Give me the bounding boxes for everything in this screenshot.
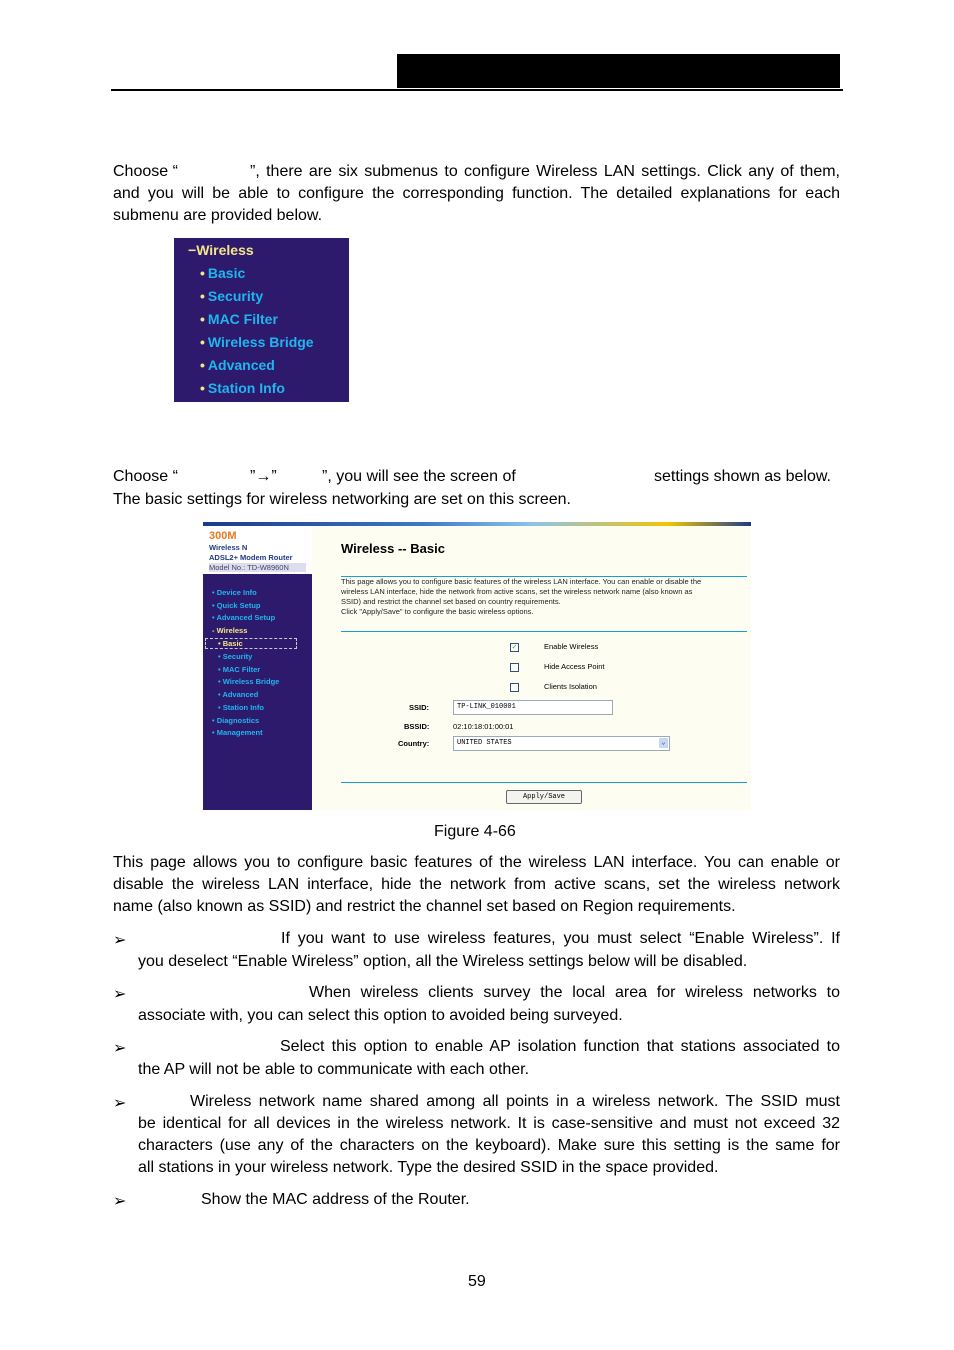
- chevron-down-icon: ⌄: [659, 738, 668, 748]
- paragraph-line: disable the wireless LAN interface, hide the network from active scans, set the wireless network: [113, 876, 840, 893]
- bullet-icon: ➢: [113, 932, 127, 949]
- paragraph-line: name (also known as SSID) and restrict the channel set based on Region requirements.: [113, 898, 736, 915]
- section-text: Choose “: [113, 468, 178, 485]
- header-bar: [397, 54, 840, 88]
- bullet-text: be identical for all devices in the wireless network. It is case-sensitive and must not exceed 32: [138, 1115, 840, 1132]
- side-advanced[interactable]: • Advanced: [218, 690, 259, 699]
- header-rule: [111, 89, 843, 91]
- bullet-text: you deselect “Enable Wireless” option, all the Wireless settings below will be disabled.: [138, 953, 748, 970]
- bullet-icon: ➢: [113, 1193, 127, 1210]
- section-text: settings shown as below.: [654, 468, 831, 485]
- menu-item: • Basic: [200, 265, 245, 281]
- brand-size: 300M: [209, 530, 237, 542]
- hide-ap-checkbox[interactable]: [510, 663, 519, 672]
- side-device-info[interactable]: • Device Info: [212, 588, 257, 597]
- bullet-text: If you want to use wireless features, you must select “Enable Wireless”. If: [281, 930, 840, 947]
- bullet-text: associate with, you can select this option to avoided being surveyed.: [138, 1007, 623, 1024]
- country-select[interactable]: UNITED STATES ⌄: [453, 736, 670, 751]
- bullet-icon: ➢: [113, 1040, 127, 1057]
- bullet-icon: ➢: [113, 1095, 127, 1112]
- intro-text: Choose “: [113, 163, 178, 180]
- bullet-text: Show the MAC address of the Router.: [201, 1191, 470, 1208]
- bssid-label: BSSID:: [404, 722, 430, 731]
- page-number: 59: [468, 1273, 486, 1290]
- divider: [341, 782, 747, 783]
- brand-line: ADSL2+ Modem Router: [209, 553, 293, 562]
- brand-line: Wireless N: [209, 543, 248, 552]
- bullet-text: characters (use any of the characters on the keyboard). Make sure this setting is the same for: [138, 1137, 840, 1154]
- intro-text: submenu are provided below.: [113, 207, 323, 224]
- router-sidebar: [203, 574, 312, 810]
- section-text: The basic settings for wireless networking are set on this screen.: [113, 491, 571, 508]
- bullet-text: Select this option to enable AP isolation function that stations associated to: [280, 1038, 840, 1055]
- router-page-title: Wireless -- Basic: [341, 541, 445, 556]
- wireless-menu-image: [174, 238, 349, 402]
- side-wireless-bridge[interactable]: • Wireless Bridge: [218, 677, 280, 686]
- clients-isolation-label: Clients Isolation: [544, 682, 597, 691]
- hide-ap-label: Hide Access Point: [544, 662, 605, 671]
- side-station-info[interactable]: • Station Info: [218, 703, 264, 712]
- country-label: Country:: [398, 739, 430, 748]
- side-mac-filter[interactable]: • MAC Filter: [218, 665, 261, 674]
- side-advanced-setup[interactable]: • Advanced Setup: [212, 613, 276, 622]
- brand-model: Model No.: TD-W8960N: [209, 563, 306, 572]
- divider: [341, 631, 747, 632]
- section-text: ”→”: [250, 468, 277, 485]
- apply-save-button[interactable]: Apply/Save: [506, 790, 582, 804]
- menu-item: • Advanced: [200, 357, 275, 373]
- figure-screenshot: [203, 522, 751, 810]
- intro-text: and you will be able to configure the corresponding function. The detailed explanations for each: [113, 185, 840, 202]
- side-diagnostics[interactable]: • Diagnostics: [212, 716, 260, 725]
- ssid-label: SSID:: [409, 703, 430, 712]
- menu-item: • MAC Filter: [200, 311, 278, 327]
- bssid-value: 02:10:18:01:00:01: [453, 722, 514, 731]
- side-quick-setup[interactable]: • Quick Setup: [212, 601, 261, 610]
- menu-wireless: −Wireless: [188, 242, 254, 258]
- brand-block: [203, 526, 312, 574]
- bullet-text: When wireless clients survey the local area for wireless networks to: [309, 984, 840, 1001]
- clients-isolation-checkbox[interactable]: [510, 683, 519, 692]
- menu-item: • Wireless Bridge: [200, 334, 314, 350]
- enable-wireless-label: Enable Wireless: [544, 642, 599, 651]
- section-text: ”, you will see the screen of: [322, 468, 516, 485]
- enable-wireless-checkbox[interactable]: ✓: [511, 644, 518, 651]
- intro-text: ”, there are six submenus to configure Wireless LAN settings. Click any of them,: [250, 163, 840, 180]
- figure-caption: Figure 4-66: [434, 823, 516, 840]
- ssid-input[interactable]: TP-LINK_010001: [453, 700, 613, 715]
- bullet-text: all stations in your wireless network. Type the desired SSID in the space provided.: [138, 1159, 719, 1176]
- bullet-text: Wireless network name shared among all points in a wireless network. The SSID must: [190, 1093, 840, 1110]
- side-wireless[interactable]: - Wireless: [212, 626, 248, 635]
- side-basic[interactable]: • Basic: [205, 638, 297, 649]
- router-description: This page allows you to configure basic features of the wireless LAN interface. You can enable or disable the wireless LAN interface, hide the network from active scans, set the wireless network name (also known as SSID) and restrict the channel set based on country requirements. Click "Apply/Save" to configure the basic wireless options.: [341, 577, 702, 616]
- menu-item: • Station Info: [200, 380, 285, 396]
- menu-item: • Security: [200, 288, 263, 304]
- side-security[interactable]: • Security: [218, 652, 253, 661]
- side-management[interactable]: • Management: [212, 728, 263, 737]
- bullet-text: the AP will not be able to communicate with each other.: [138, 1061, 530, 1078]
- paragraph-line: This page allows you to configure basic features of the wireless LAN interface. You can enable or: [113, 854, 840, 871]
- bullet-icon: ➢: [113, 986, 127, 1003]
